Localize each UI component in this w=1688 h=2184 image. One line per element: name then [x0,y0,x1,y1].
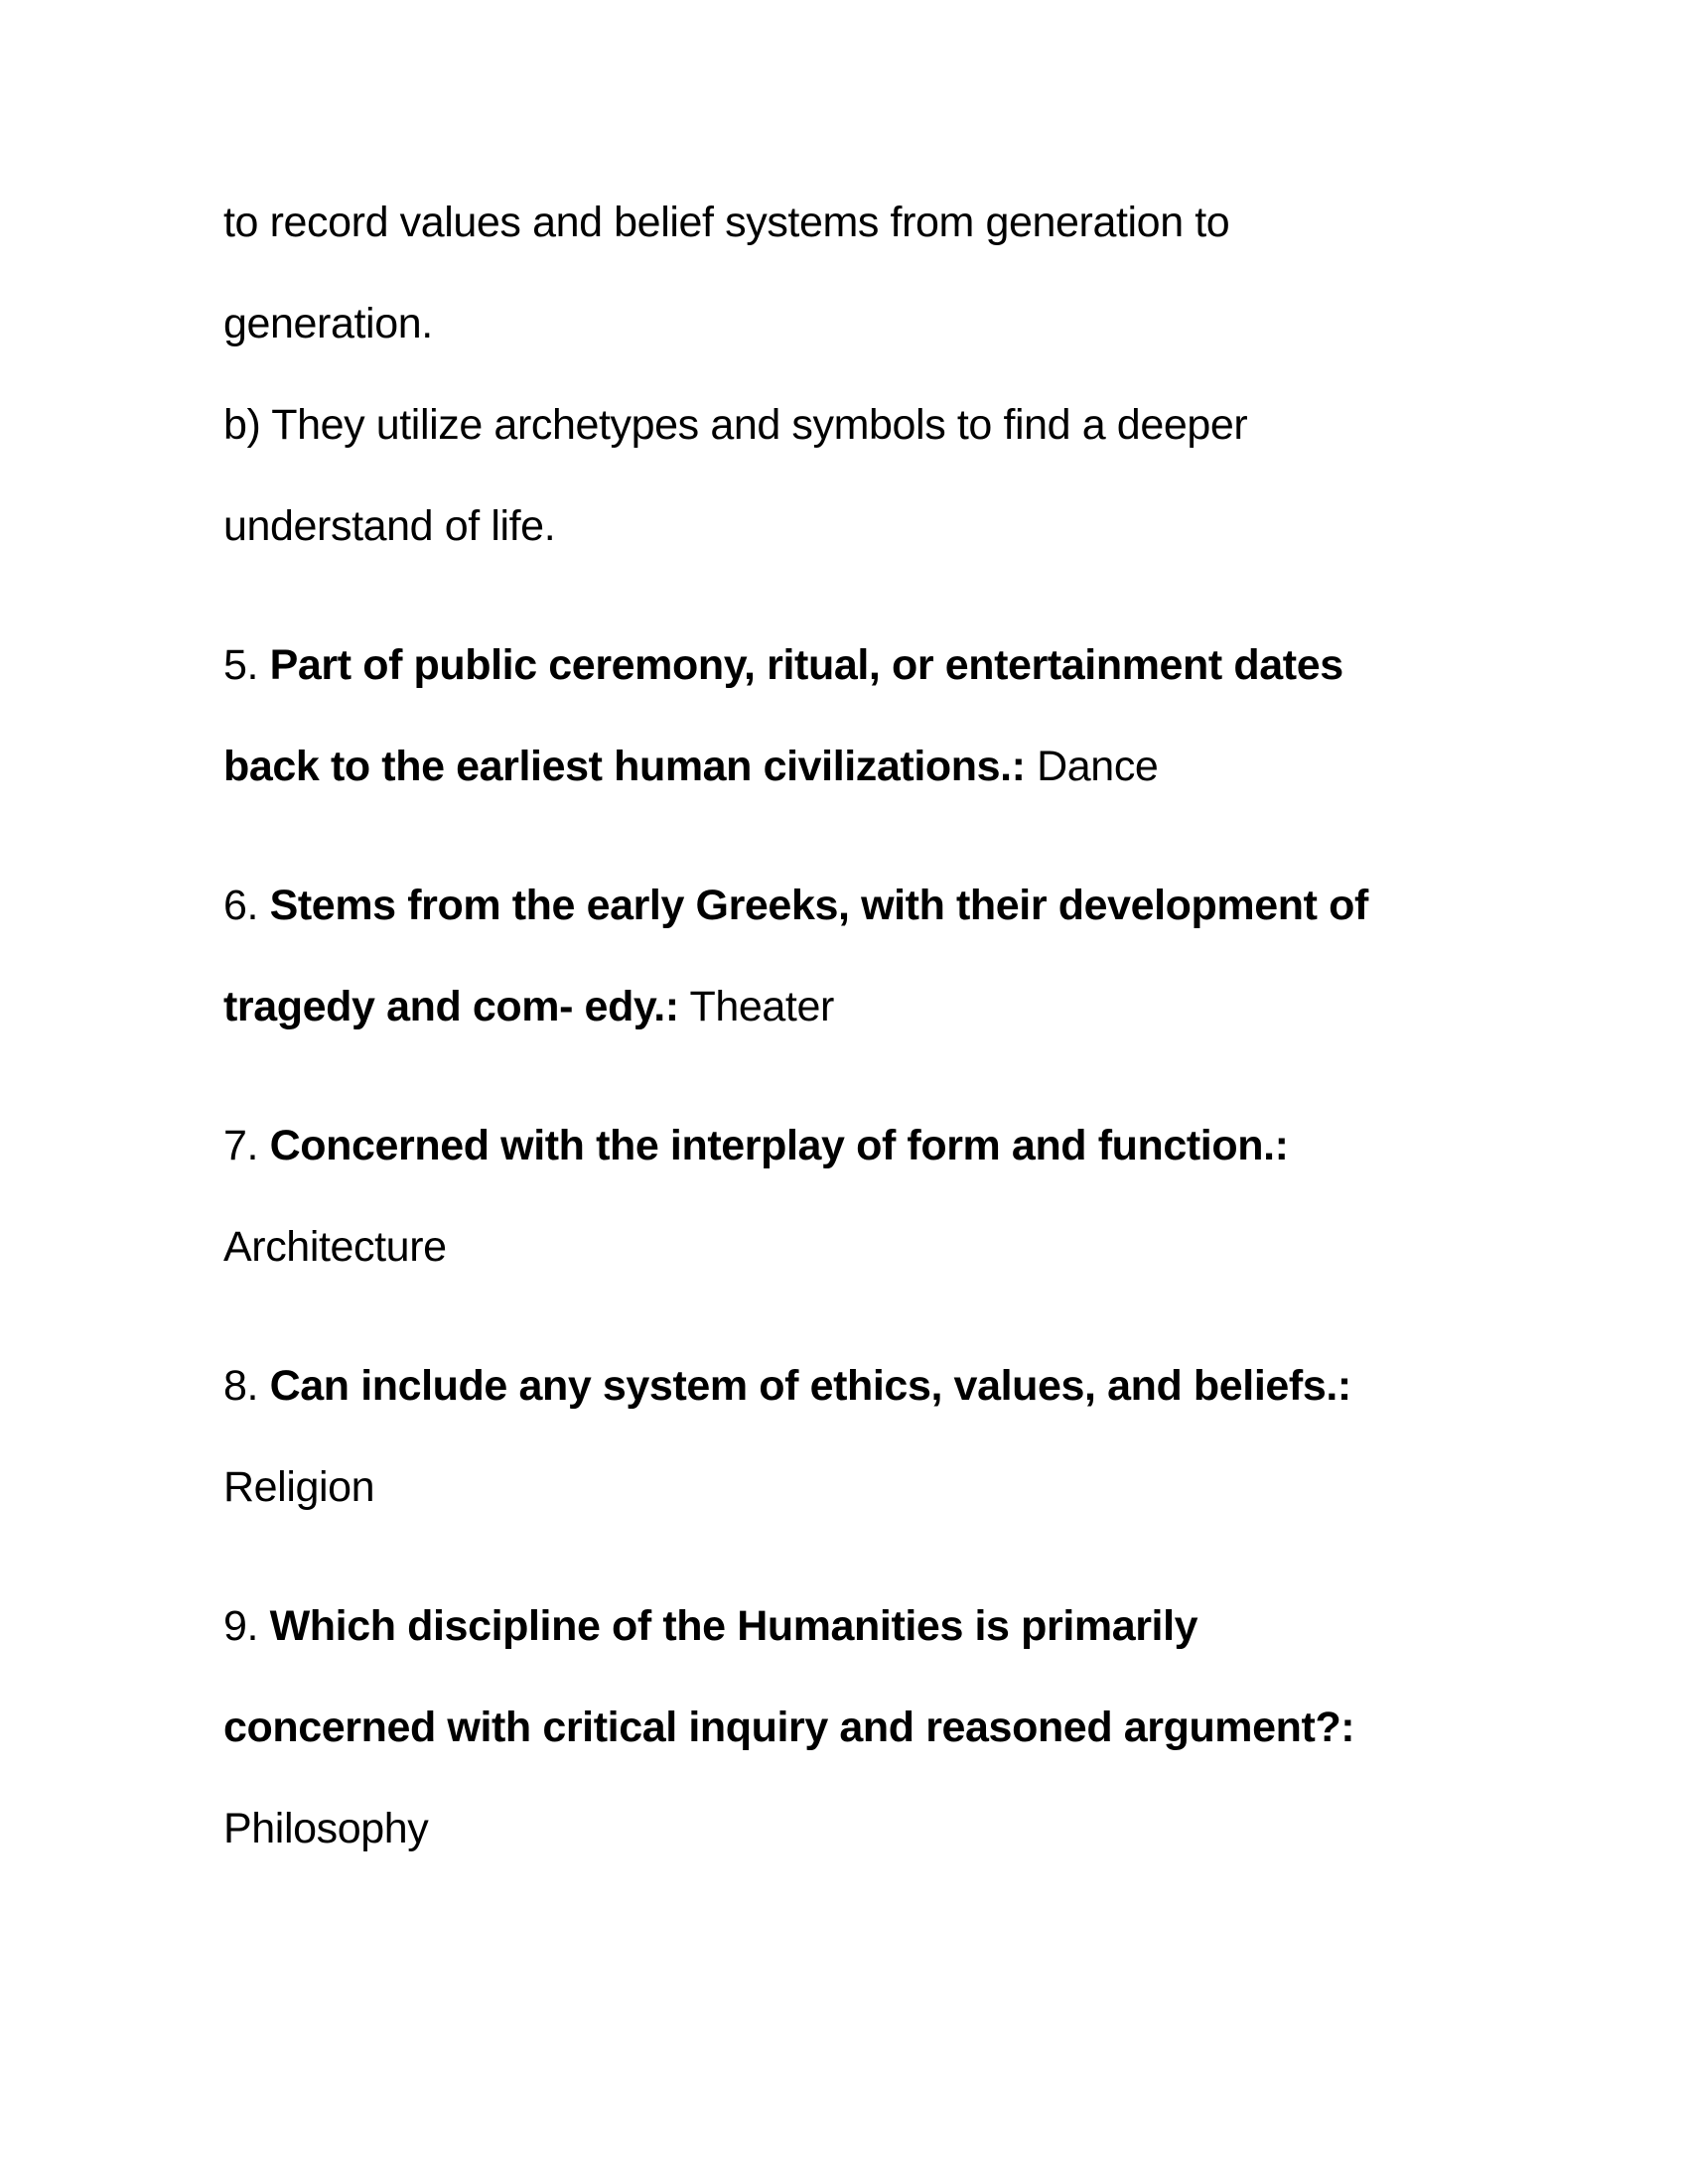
question-text: tragedy and com- edy.: [223,983,679,1030]
item-number: 6. [223,882,270,929]
item-number: 7. [223,1122,270,1169]
text-line [223,1095,1569,1196]
text-line [223,1677,1569,1778]
qa-item [223,1575,1569,1879]
text-line [223,614,1569,716]
qa-item [223,1335,1569,1538]
answer-text: Architecture [223,1223,447,1271]
question-text: Concerned with the interplay of form and function.: [269,1122,1289,1169]
answer-text: Philosophy [223,1805,429,1852]
body-text: generation. [223,300,433,347]
text-line [223,172,1569,273]
answer-text: Religion [223,1463,375,1511]
text-line [223,476,1569,577]
qa-item [223,614,1569,817]
item-number: 5. [223,641,270,689]
text-line [223,716,1569,817]
question-text: Which discipline of the Humanities is primarily [269,1602,1198,1650]
text-line [223,956,1569,1057]
answer-text: Dance [1025,743,1159,790]
body-text: b) They utilize archetypes and symbols to find a deeper [223,401,1248,449]
question-text: Part of public ceremony, ritual, or entertainment dates [269,641,1343,689]
paragraph [223,172,1569,374]
qa-item [223,855,1569,1057]
question-text: Can include any system of ethics, values, and beliefs.: [269,1362,1351,1410]
text-line [223,1196,1569,1297]
qa-item [223,1095,1569,1297]
item-number: 9. [223,1602,270,1650]
text-line [223,1335,1569,1436]
body-text: to record values and belief systems from generation to [223,199,1230,246]
text-line [223,1436,1569,1538]
question-text: back to the earliest human civilizations.: [223,743,1026,790]
paragraph [223,374,1569,577]
text-line [223,273,1569,374]
text-line [223,855,1569,956]
question-text: Stems from the early Greeks, with their development of [269,882,1368,929]
answer-text: Theater [678,983,834,1030]
text-line [223,1575,1569,1677]
item-number: 8. [223,1362,270,1410]
text-line [223,374,1569,476]
text-line [223,1778,1569,1879]
question-text: concerned with critical inquiry and reasoned argument?: [223,1704,1355,1751]
body-text: understand of life. [223,502,556,550]
